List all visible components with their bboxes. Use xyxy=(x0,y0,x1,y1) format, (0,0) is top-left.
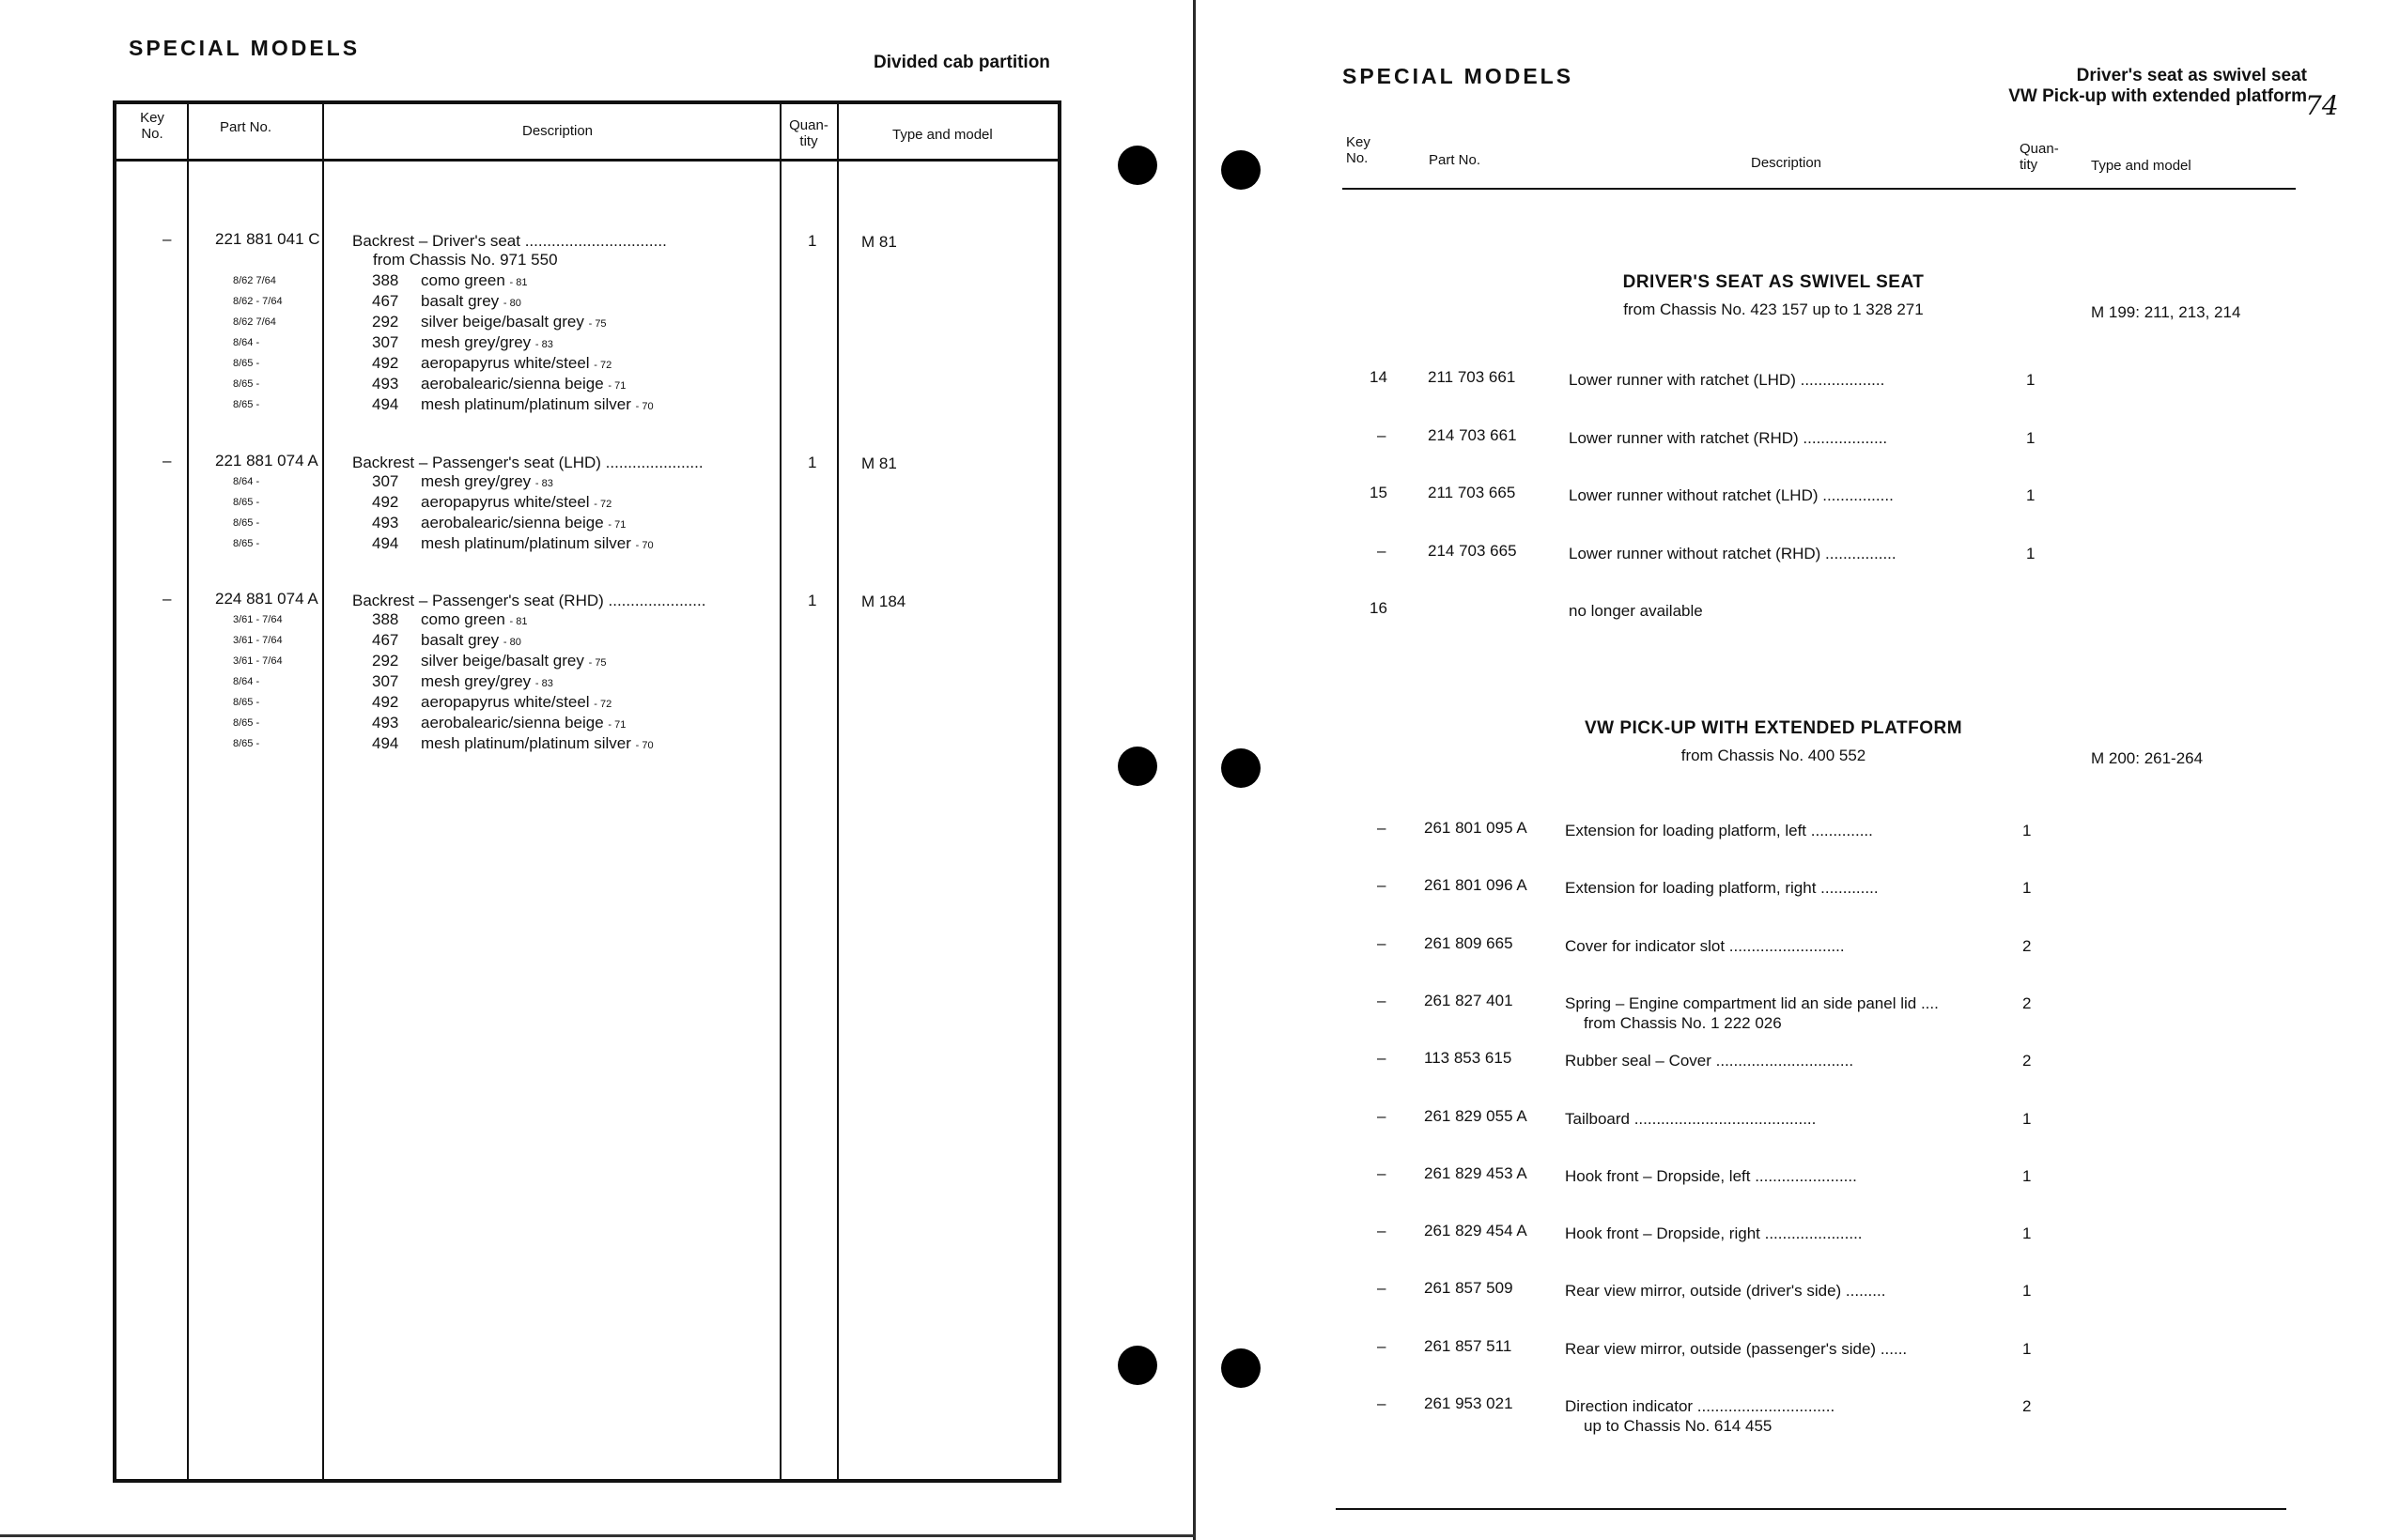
part-description: Extension for loading platform, right ............. xyxy=(1565,879,1879,898)
header-key-no: Key No. xyxy=(1346,134,1370,166)
key-no: – xyxy=(1377,1394,1386,1412)
part-description: Rubber seal – Cover ............................... xyxy=(1565,1052,1854,1070)
part-number: 224 881 074 A xyxy=(215,590,318,608)
color-name-text: silver beige/basalt grey xyxy=(421,652,589,670)
color-code: 292 xyxy=(372,652,399,670)
color-suffix: - 70 xyxy=(635,401,654,412)
color-suffix: - 80 xyxy=(503,637,521,648)
color-code: 492 xyxy=(372,693,399,711)
part-description-note: up to Chassis No. 614 455 xyxy=(1584,1417,1773,1435)
part-number: 211 703 661 xyxy=(1428,368,1516,386)
part-number: 261 857 509 xyxy=(1424,1279,1513,1298)
part-description: Rear view mirror, outside (driver's side) ......... xyxy=(1565,1282,1886,1301)
part-description: Hook front – Dropside, left ....................... xyxy=(1565,1166,1857,1185)
punch-hole xyxy=(1118,747,1157,786)
color-code: 492 xyxy=(372,493,399,511)
part-description: Extension for loading platform, left .............. xyxy=(1565,822,1873,839)
quantity: 1 xyxy=(2022,1166,2032,1185)
quantity: 2 xyxy=(2022,936,2032,955)
left-page-subtitle: Divided cab partition xyxy=(874,53,1050,72)
date-range: 8/65 - xyxy=(233,697,260,708)
color-code: 307 xyxy=(372,333,399,351)
color-code: 493 xyxy=(372,714,399,732)
part-number: 261 829 454 A xyxy=(1424,1222,1527,1240)
color-name xyxy=(421,395,654,414)
color-suffix: - 80 xyxy=(503,298,521,309)
punch-hole xyxy=(1118,1346,1157,1385)
date-range: 8/65 - xyxy=(233,717,260,729)
date-range: 8/62 7/64 xyxy=(233,316,276,328)
quantity: 1 xyxy=(2026,371,2036,389)
color-name xyxy=(421,534,654,553)
part-description: Spring – Engine compartment lid an side panel lid .... xyxy=(1565,993,1939,1012)
part-number: 261 857 511 xyxy=(1424,1336,1512,1355)
part-description: Lower runner without ratchet (RHD) ................ xyxy=(1569,544,1896,562)
header-key-no: Key No. xyxy=(140,110,164,142)
part-description: Lower runner with ratchet (RHD) ................... xyxy=(1569,428,1888,447)
date-range: 8/64 - xyxy=(233,476,260,487)
quantity: 1 xyxy=(2022,1109,2032,1128)
key-no: – xyxy=(163,590,172,608)
color-name xyxy=(421,493,611,512)
quantity: 1 xyxy=(2026,486,2036,504)
right-page-subtitle-2: VW Pick-up with extended platform xyxy=(2008,86,2307,106)
chassis-note: from Chassis No. 971 550 xyxy=(373,251,558,269)
date-range: 3/61 - 7/64 xyxy=(233,614,283,625)
date-range: 8/65 - xyxy=(233,738,260,749)
color-code: 492 xyxy=(372,354,399,372)
key-no: 14 xyxy=(1370,368,1387,386)
page-number-mark: 74 xyxy=(2305,90,2339,121)
part-description: Backrest – Driver's seat ................................ xyxy=(352,232,667,250)
quantity: 1 xyxy=(2026,544,2036,562)
part-number: 221 881 074 A xyxy=(215,452,318,470)
part-description: Direction indicator ............................... xyxy=(1565,1397,1835,1415)
date-range: 8/65 - xyxy=(233,378,260,390)
color-name xyxy=(421,714,626,732)
color-name xyxy=(421,313,607,331)
color-name-text: mesh grey/grey xyxy=(421,333,535,351)
color-name-text: silver beige/basalt grey xyxy=(421,313,589,331)
part-description: Backrest – Passenger's seat (RHD) ...................... xyxy=(352,592,706,609)
quantity: 1 xyxy=(2026,428,2036,447)
part-description-note: from Chassis No. 1 222 026 xyxy=(1584,1013,1782,1032)
quantity: 1 xyxy=(2022,879,2032,898)
part-description: Backrest – Passenger's seat (LHD) ...................... xyxy=(352,454,704,471)
section-type-model: M 199: 211, 213, 214 xyxy=(2091,303,2241,321)
key-no: – xyxy=(163,230,172,248)
part-description: Tailboard ......................................... xyxy=(1565,1109,1817,1128)
color-name-text: como green xyxy=(421,271,510,289)
header-type-model: Type and model xyxy=(892,127,993,143)
color-name-text: mesh platinum/platinum silver xyxy=(421,734,636,752)
section-heading: DRIVER'S SEAT AS SWIVEL SEAT xyxy=(1622,272,1925,292)
section-chassis-range: from Chassis No. 400 552 xyxy=(1680,747,1866,764)
key-no: – xyxy=(1377,1222,1386,1240)
part-description: Rear view mirror, outside (passenger's side) ...... xyxy=(1565,1339,1908,1358)
section-chassis-range: from Chassis No. 423 157 up to 1 328 271 xyxy=(1623,300,1924,318)
key-no: – xyxy=(1377,1163,1386,1182)
header-part-no: Part No. xyxy=(220,119,272,135)
color-name xyxy=(421,610,527,629)
right-page-title: SPECIAL MODELS xyxy=(1342,64,1574,88)
part-number: 261 809 665 xyxy=(1424,933,1513,952)
color-code: 307 xyxy=(372,472,399,490)
quantity: 1 xyxy=(808,592,817,609)
header-description: Description xyxy=(522,123,594,139)
key-no: – xyxy=(1377,1336,1386,1355)
part-number: 214 703 665 xyxy=(1428,541,1517,560)
date-range: 8/65 - xyxy=(233,399,260,410)
type-model: M 81 xyxy=(861,233,897,251)
quantity: 1 xyxy=(2022,1339,2032,1358)
key-no: – xyxy=(1377,1279,1386,1298)
page-divider xyxy=(1193,0,1196,1540)
color-name xyxy=(421,734,654,753)
color-name-text: mesh grey/grey xyxy=(421,472,535,490)
date-range: 8/64 - xyxy=(233,676,260,687)
quantity: 2 xyxy=(2022,1052,2032,1070)
color-name-text: mesh platinum/platinum silver xyxy=(421,395,636,413)
color-name-text: aerobalearic/sienna beige xyxy=(421,514,609,531)
color-name-text: aerobalearic/sienna beige xyxy=(421,375,609,393)
header-type-model: Type and model xyxy=(2091,158,2191,174)
color-suffix: - 83 xyxy=(534,339,553,350)
color-name-text: mesh platinum/platinum silver xyxy=(421,534,636,552)
part-number: 214 703 661 xyxy=(1428,425,1517,444)
punch-hole xyxy=(1221,1348,1261,1388)
part-number: 261 827 401 xyxy=(1424,991,1513,1009)
header-part-no: Part No. xyxy=(1429,152,1481,168)
date-range: 8/65 - xyxy=(233,517,260,529)
part-number: 113 853 615 xyxy=(1424,1049,1512,1068)
color-code: 467 xyxy=(372,292,399,310)
key-no: – xyxy=(163,452,172,470)
quantity: 2 xyxy=(2022,993,2032,1012)
part-number: 221 881 041 C xyxy=(215,230,320,248)
key-no: – xyxy=(1377,876,1386,895)
color-suffix: - 71 xyxy=(608,719,627,731)
date-range: 8/64 - xyxy=(233,337,260,348)
type-model: M 81 xyxy=(861,454,897,472)
color-name-text: aeropapyrus white/steel xyxy=(421,354,595,372)
part-number: 261 829 055 A xyxy=(1424,1106,1527,1125)
color-suffix: - 72 xyxy=(594,699,612,710)
color-suffix: - 83 xyxy=(534,678,553,689)
part-description: Hook front – Dropside, right ...................... xyxy=(1565,1224,1863,1243)
section-type-model: M 200: 261-264 xyxy=(2091,749,2204,767)
quantity: 1 xyxy=(808,232,817,250)
quantity: 1 xyxy=(808,454,817,471)
key-no: – xyxy=(1377,991,1386,1009)
color-name-text: como green xyxy=(421,610,510,628)
type-model: M 184 xyxy=(861,593,906,610)
date-range: 8/65 - xyxy=(233,497,260,508)
header-quantity: Quan- tity xyxy=(789,117,828,149)
punch-hole xyxy=(1221,150,1261,190)
color-suffix: - 71 xyxy=(608,519,627,531)
color-code: 388 xyxy=(372,610,399,628)
color-name xyxy=(421,271,527,290)
color-name xyxy=(421,354,611,373)
color-name-text: aeropapyrus white/steel xyxy=(421,493,595,511)
color-name xyxy=(421,333,553,352)
color-suffix: - 72 xyxy=(594,360,612,371)
date-range: 8/65 - xyxy=(233,358,260,369)
color-name xyxy=(421,514,626,532)
right-page xyxy=(1199,0,2384,1540)
key-no: – xyxy=(1377,819,1386,837)
key-no: 15 xyxy=(1370,484,1387,501)
quantity: 1 xyxy=(2022,1224,2032,1243)
parts-table-left xyxy=(113,100,1061,1483)
color-code: 493 xyxy=(372,375,399,393)
part-number: 261 829 453 A xyxy=(1424,1163,1527,1182)
color-code: 307 xyxy=(372,672,399,690)
color-name xyxy=(421,652,607,670)
part-description: Cover for indicator slot .......................... xyxy=(1565,936,1845,955)
header-description: Description xyxy=(1751,155,1822,171)
section-heading: VW PICK-UP WITH EXTENDED PLATFORM xyxy=(1584,718,1963,738)
quantity: 1 xyxy=(2022,822,2032,839)
left-page-title: SPECIAL MODELS xyxy=(129,36,361,60)
color-name-text: mesh grey/grey xyxy=(421,672,535,690)
color-code: 494 xyxy=(372,395,399,413)
quantity: 1 xyxy=(2022,1282,2032,1301)
color-suffix: - 81 xyxy=(509,616,528,627)
color-name xyxy=(421,672,553,691)
color-code: 494 xyxy=(372,734,399,752)
color-suffix: - 72 xyxy=(594,499,612,510)
color-code: 388 xyxy=(372,271,399,289)
part-number: 261 801 095 A xyxy=(1424,819,1527,837)
color-name xyxy=(421,472,553,491)
part-description: Lower runner without ratchet (LHD) ................ xyxy=(1569,486,1894,504)
date-range: 8/65 - xyxy=(233,538,260,549)
key-no: – xyxy=(1377,541,1386,560)
color-name xyxy=(421,631,521,650)
page-edge xyxy=(0,1534,1195,1537)
part-number: 261 953 021 xyxy=(1424,1394,1513,1412)
color-name xyxy=(421,693,611,712)
color-suffix: - 70 xyxy=(635,740,654,751)
color-suffix: - 70 xyxy=(635,540,654,551)
date-range: 3/61 - 7/64 xyxy=(233,655,283,667)
color-code: 467 xyxy=(372,631,399,649)
punch-hole xyxy=(1118,146,1157,185)
quantity: 2 xyxy=(2022,1397,2032,1415)
color-suffix: - 81 xyxy=(509,277,528,288)
date-range: 3/61 - 7/64 xyxy=(233,635,283,646)
part-description: Lower runner with ratchet (LHD) ................... xyxy=(1569,371,1885,389)
key-no: – xyxy=(1377,933,1386,952)
right-page-subtitle-1: Driver's seat as swivel seat xyxy=(2076,66,2307,85)
color-name-text: basalt grey xyxy=(421,631,503,649)
color-suffix: - 71 xyxy=(608,380,627,392)
part-description: no longer available xyxy=(1569,602,1703,620)
part-number: 261 801 096 A xyxy=(1424,876,1527,895)
header-quantity: Quan- tity xyxy=(2020,141,2059,173)
key-no: – xyxy=(1377,1106,1386,1125)
color-code: 493 xyxy=(372,514,399,531)
color-suffix: - 75 xyxy=(588,657,607,669)
key-no: – xyxy=(1377,425,1386,444)
date-range: 8/62 7/64 xyxy=(233,275,276,286)
punch-hole xyxy=(1221,748,1261,788)
color-code: 292 xyxy=(372,313,399,331)
color-code: 494 xyxy=(372,534,399,552)
color-suffix: - 83 xyxy=(534,478,553,489)
color-name-text: basalt grey xyxy=(421,292,503,310)
color-name-text: aeropapyrus white/steel xyxy=(421,693,595,711)
key-no: – xyxy=(1377,1049,1386,1068)
color-name xyxy=(421,292,521,311)
color-name xyxy=(421,375,626,393)
color-name-text: aerobalearic/sienna beige xyxy=(421,714,609,732)
color-suffix: - 75 xyxy=(588,318,607,330)
date-range: 8/62 - 7/64 xyxy=(233,296,283,307)
key-no: 16 xyxy=(1370,599,1387,617)
part-number: 211 703 665 xyxy=(1428,484,1516,501)
